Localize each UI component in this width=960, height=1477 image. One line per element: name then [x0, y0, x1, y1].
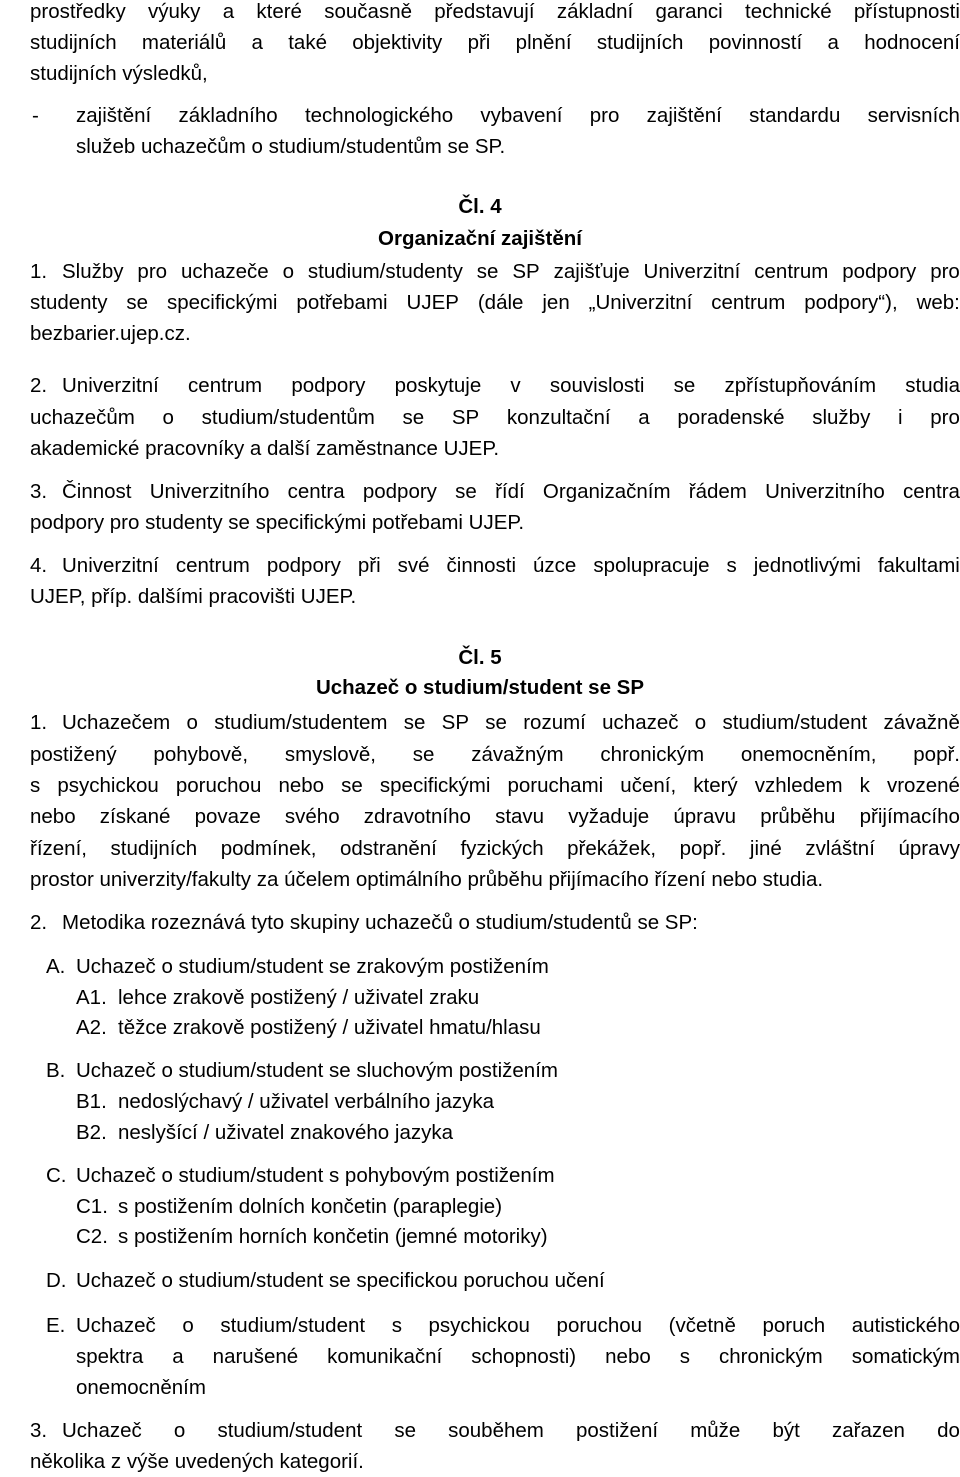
- word: o: [182, 1314, 194, 1337]
- item-number: 2.: [30, 374, 48, 397]
- word: podpory: [291, 374, 366, 397]
- group-label: A.: [46, 955, 66, 978]
- word: podpory: [842, 260, 917, 283]
- word: objektivity: [352, 31, 443, 54]
- item-number: 4.: [30, 554, 48, 577]
- word: svého: [284, 805, 340, 828]
- word: komunikační: [327, 1345, 443, 1368]
- paragraph-line: [76, 100, 960, 131]
- list-dash: -: [32, 104, 39, 127]
- article-number: Čl. 5: [458, 646, 502, 669]
- word: současně: [324, 0, 412, 23]
- subgroup-text: neslyšící / uživatel znakového jazyka: [118, 1121, 453, 1144]
- word: studium/studentům: [201, 406, 375, 429]
- word: psychickou: [428, 1314, 530, 1337]
- word: služby: [812, 406, 871, 429]
- word: nebo: [605, 1345, 651, 1368]
- word: Činnost: [62, 480, 132, 503]
- subgroup-text: nedoslýchavý / uživatel verbálního jazyka: [118, 1090, 495, 1113]
- word: se: [402, 406, 425, 429]
- subgroup-text: lehce zrakově postižený / uživatel zraku: [118, 986, 480, 1009]
- word: popř.: [679, 837, 727, 860]
- subgroup-text: s postižením dolních končetin (paraplegie): [118, 1195, 503, 1218]
- paragraph-line: [62, 256, 960, 287]
- word: zajištění: [646, 104, 722, 127]
- word: technologického: [304, 104, 454, 127]
- word: zdravotního: [363, 805, 471, 828]
- paragraph-line: [30, 739, 960, 770]
- word: onemocněním,: [740, 743, 877, 766]
- item-number: 3.: [30, 480, 48, 503]
- word: průběhu: [760, 805, 836, 828]
- word: Uchazeč: [76, 1314, 156, 1337]
- word: Univerzitní: [62, 554, 159, 577]
- word: a: [251, 31, 263, 54]
- word: Univerzitního: [149, 480, 270, 503]
- word: prostředky: [30, 0, 126, 23]
- word: podpory: [266, 554, 341, 577]
- word: přístupnosti: [853, 0, 960, 23]
- group-label: B.: [46, 1059, 66, 1082]
- word: uchazeč: [602, 711, 679, 734]
- word: specifickými: [167, 291, 278, 314]
- paragraph-line: služeb uchazečům o studium/studentům se SP.: [76, 135, 506, 158]
- word: stavu: [495, 805, 545, 828]
- word: a: [827, 31, 839, 54]
- word: UJEP: [406, 291, 459, 314]
- word: Uchazeč: [62, 1419, 142, 1442]
- word: podpory“),: [804, 291, 898, 314]
- group-title: Uchazeč o studium/student se specifickou poruchou učení: [76, 1269, 605, 1292]
- subgroup-label: B2.: [76, 1121, 107, 1144]
- word: Univerzitní: [62, 374, 159, 397]
- word: řídí: [495, 480, 525, 503]
- word: úzce: [533, 554, 577, 577]
- word: podmínek,: [220, 837, 317, 860]
- word: fyzických: [460, 837, 544, 860]
- word: poruchou: [175, 774, 262, 797]
- word: se: [412, 743, 435, 766]
- group-title: Uchazeč o studium/student s pohybovým postižením: [76, 1164, 555, 1187]
- word: zajištění: [76, 104, 152, 127]
- subgroup-label: B1.: [76, 1090, 107, 1113]
- paragraph-line: [30, 287, 960, 318]
- group-label: E.: [46, 1314, 66, 1337]
- item-number: 3.: [30, 1419, 48, 1442]
- word: v: [510, 374, 521, 397]
- word: se: [476, 260, 499, 283]
- word: SP: [512, 260, 540, 283]
- word: uchazeče: [180, 260, 269, 283]
- word: pro: [137, 260, 168, 283]
- word: přijímacího: [859, 805, 960, 828]
- word: specifickými: [379, 774, 491, 797]
- word: představují: [434, 0, 535, 23]
- paragraph-line: [30, 27, 960, 58]
- paragraph-line: [62, 707, 960, 738]
- subgroup-label: C2.: [76, 1225, 108, 1248]
- paragraph-line: [30, 833, 960, 864]
- word: centrum: [175, 554, 250, 577]
- word: popř.: [913, 743, 960, 766]
- word: studenty: [30, 291, 108, 314]
- word: také: [288, 31, 327, 54]
- word: pro: [589, 104, 620, 127]
- word: centrum: [754, 260, 829, 283]
- word: může: [690, 1419, 741, 1442]
- word: zařazen: [831, 1419, 905, 1442]
- word: studium/student: [220, 1314, 366, 1337]
- group-title: Uchazeč o studium/student se sluchovým postižením: [76, 1059, 558, 1082]
- word: zajišťuje: [553, 260, 630, 283]
- word: (dále: [477, 291, 524, 314]
- word: centra: [287, 480, 345, 503]
- paragraph-line: Metodika rozeznává tyto skupiny uchazečů o studium/studentů se SP:: [62, 911, 698, 934]
- word: učení,: [620, 774, 677, 797]
- word: Uchazečem: [62, 711, 171, 734]
- word: který: [693, 774, 738, 797]
- word: jiné: [749, 837, 782, 860]
- word: závažně: [883, 711, 960, 734]
- word: centrum: [711, 291, 786, 314]
- paragraph-line: [30, 0, 960, 27]
- word: fakultami: [877, 554, 960, 577]
- word: spolupracuje: [593, 554, 710, 577]
- word: se: [126, 291, 149, 314]
- paragraph-line: [62, 370, 960, 401]
- word: studijních: [596, 31, 684, 54]
- word: (včetně: [668, 1314, 736, 1337]
- group-title: [76, 1310, 960, 1341]
- word: plnění: [515, 31, 572, 54]
- word: se: [455, 480, 477, 503]
- word: s: [30, 774, 41, 797]
- word: servisních: [867, 104, 960, 127]
- word: vzhledem: [754, 774, 843, 797]
- paragraph-line: podpory pro studenty se specifickými potřebami UJEP.: [30, 511, 525, 534]
- word: jednotlivými: [753, 554, 861, 577]
- word: o: [173, 1419, 186, 1442]
- word: povaze: [194, 805, 261, 828]
- group-label: D.: [46, 1269, 67, 1292]
- article-title: Uchazeč o studium/student se SP: [315, 676, 645, 699]
- word: standardu: [749, 104, 841, 127]
- word: garanci: [655, 0, 723, 23]
- word: spektra: [76, 1345, 144, 1368]
- word: se: [673, 374, 696, 397]
- word: překážek,: [567, 837, 657, 860]
- word: Univerzitního: [765, 480, 885, 503]
- word: se: [341, 774, 363, 797]
- word: postižený: [30, 743, 117, 766]
- word: SP: [441, 711, 469, 734]
- word: Univerzitní: [643, 260, 741, 283]
- word: a: [172, 1345, 184, 1368]
- subgroup-label: A2.: [76, 1016, 107, 1039]
- word: o: [162, 406, 174, 429]
- word: studium/student: [722, 711, 868, 734]
- paragraph-line: [62, 476, 960, 507]
- word: studium/studentem: [214, 711, 388, 734]
- paragraph-line: [62, 550, 960, 581]
- word: o: [694, 711, 707, 734]
- word: rozumí: [523, 711, 586, 734]
- word: pro: [930, 260, 960, 283]
- group-title: onemocněním: [76, 1376, 206, 1399]
- word: Služby: [62, 260, 124, 283]
- word: souběhem: [448, 1419, 544, 1442]
- word: nebo: [278, 774, 325, 797]
- word: úpravy: [898, 837, 960, 860]
- word: web:: [916, 291, 960, 314]
- word: k: [859, 774, 870, 797]
- word: somatickým: [851, 1345, 960, 1368]
- word: centrum: [188, 374, 263, 397]
- word: základní: [556, 0, 634, 23]
- word: podpory: [362, 480, 437, 503]
- word: zpřístupňováním: [724, 374, 877, 397]
- word: potřebami: [296, 291, 388, 314]
- group-title: [76, 1341, 960, 1372]
- group-label: C.: [46, 1164, 67, 1187]
- subgroup-label: A1.: [76, 986, 107, 1009]
- word: postižení: [576, 1419, 659, 1442]
- word: studium/student: [217, 1419, 363, 1442]
- word: se: [403, 711, 426, 734]
- word: uchazečům: [30, 406, 135, 429]
- paragraph-line: [30, 770, 960, 801]
- word: činnosti: [446, 554, 517, 577]
- word: jen: [542, 291, 570, 314]
- item-number: 1.: [30, 260, 48, 283]
- paragraph-line: UJEP, příp. dalšími pracovišti UJEP.: [30, 585, 357, 608]
- word: schopnosti): [471, 1345, 577, 1368]
- word: závažným: [471, 743, 564, 766]
- word: při: [357, 554, 381, 577]
- word: centra: [902, 480, 960, 503]
- word: odstranění: [340, 837, 437, 860]
- word: vrozené: [886, 774, 960, 797]
- paragraph-line: bezbarier.ujep.cz.: [30, 322, 191, 345]
- word: poskytuje: [394, 374, 482, 397]
- word: výuky: [148, 0, 201, 23]
- word: do: [937, 1419, 960, 1442]
- word: chronickým: [719, 1345, 823, 1368]
- word: poruchami: [507, 774, 604, 797]
- word: být: [772, 1419, 800, 1442]
- paragraph-line: [30, 801, 960, 832]
- word: materiálů: [141, 31, 227, 54]
- word: při: [467, 31, 491, 54]
- word: základního: [178, 104, 278, 127]
- article-title: Organizační zajištění: [378, 227, 582, 250]
- word: Organizačním: [542, 480, 671, 503]
- word: se: [485, 711, 507, 734]
- paragraph-line: akademické pracovníky a další zaměstnance UJEP.: [30, 437, 500, 460]
- word: své: [397, 554, 430, 577]
- paragraph-line: několika z výše uvedených kategorií.: [30, 1450, 364, 1473]
- paragraph-line: [62, 1415, 960, 1446]
- word: se: [394, 1419, 416, 1442]
- word: technické: [745, 0, 832, 23]
- article-number: Čl. 4: [458, 195, 502, 218]
- word: a: [222, 0, 235, 23]
- word: řádem: [688, 480, 747, 503]
- word: úpravu: [673, 805, 737, 828]
- paragraph-line: studijních výsledků,: [30, 62, 208, 85]
- word: souvislosti: [549, 374, 645, 397]
- word: získané: [99, 805, 171, 828]
- word: povinností: [708, 31, 803, 54]
- word: vyžaduje: [568, 805, 650, 828]
- word: zvláštní: [805, 837, 875, 860]
- paragraph-line: prostor univerzity/fakulty za účelem optimálního průběhu přijímacího řízení nebo studia.: [30, 868, 824, 891]
- word: nebo: [30, 805, 76, 828]
- word: s: [679, 1345, 691, 1368]
- subgroup-text: s postižením horních končetin (jemné motoriky): [118, 1225, 548, 1248]
- word: „Univerzitní: [588, 291, 693, 314]
- item-number: 2.: [30, 911, 48, 934]
- word: řízení,: [30, 837, 87, 860]
- word: i: [898, 406, 903, 429]
- word: narušené: [212, 1345, 299, 1368]
- paragraph-line: [30, 402, 960, 433]
- word: chronickým: [600, 743, 705, 766]
- word: smyslově,: [284, 743, 376, 766]
- word: o: [186, 711, 198, 734]
- word: které: [256, 0, 302, 23]
- word: o: [282, 260, 295, 283]
- word: studium/studenty: [307, 260, 463, 283]
- word: pohybově,: [153, 743, 249, 766]
- word: studijních: [30, 31, 117, 54]
- word: pro: [930, 406, 960, 429]
- word: studijních: [110, 837, 198, 860]
- word: poradenské: [677, 406, 785, 429]
- word: hodnocení: [864, 31, 960, 54]
- word: SP: [451, 406, 480, 429]
- word: autistického: [851, 1314, 960, 1337]
- word: studia: [905, 374, 960, 397]
- group-title: Uchazeč o studium/student se zrakovým postižením: [76, 955, 549, 978]
- subgroup-text: těžce zrakově postižený / uživatel hmatu/hlasu: [118, 1016, 541, 1039]
- word: a: [638, 406, 650, 429]
- word: vybavení: [480, 104, 563, 127]
- word: psychickou: [57, 774, 159, 797]
- word: poruchou: [556, 1314, 643, 1337]
- subgroup-label: C1.: [76, 1195, 108, 1218]
- item-number: 1.: [30, 711, 48, 734]
- word: s: [391, 1314, 402, 1337]
- word: konzultační: [506, 406, 611, 429]
- word: poruch: [762, 1314, 826, 1337]
- word: s: [726, 554, 737, 577]
